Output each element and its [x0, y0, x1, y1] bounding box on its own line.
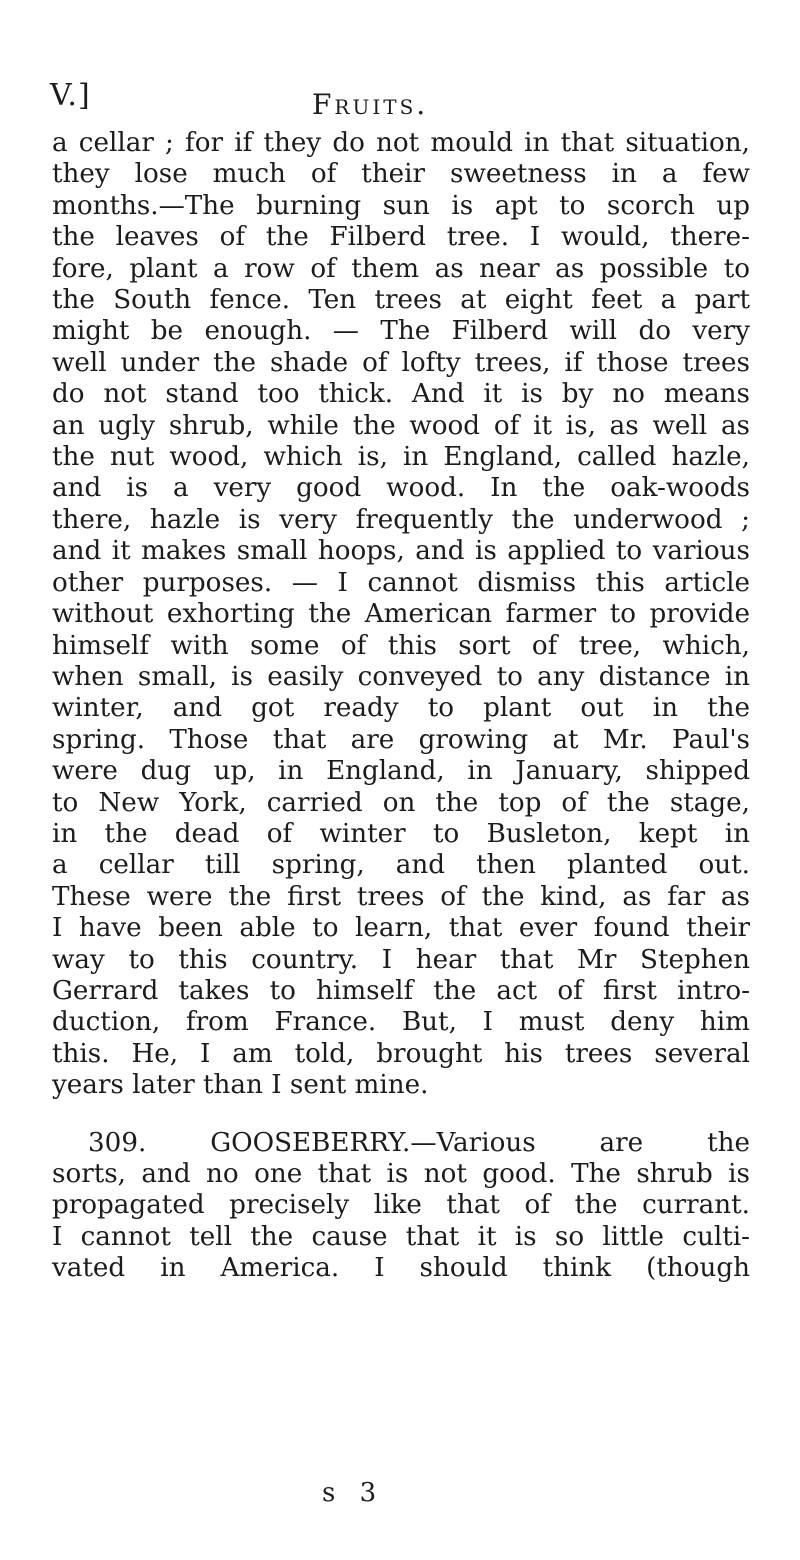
- text-line: himself with some of this sort of tree, which,: [52, 630, 750, 661]
- page-header: [40, 78, 760, 128]
- text-line: might be enough. — The Filberd will do very: [52, 316, 750, 347]
- body-text: [52, 128, 750, 1285]
- text-line: a cellar till spring, and then planted out.: [52, 850, 750, 881]
- text-line: and it makes small hoops, and is applied to various: [52, 536, 750, 567]
- text-line: propagated precisely like that of the currant.: [52, 1190, 750, 1221]
- text-line: they lose much of their sweetness in a few: [52, 159, 750, 190]
- text-line: months.—The burning sun is apt to scorch up: [52, 190, 750, 221]
- text-line: spring. Those that are growing at Mr. Paul's: [52, 724, 750, 755]
- text-line: the leaves of the Filberd tree. I would, there-: [52, 222, 750, 253]
- text-line: the nut wood, which is, in England, called hazle,: [52, 442, 750, 473]
- text-line: 309. GOOSEBERRY.—Various are the: [88, 1127, 750, 1158]
- text-line: a cellar ; for if they do not mould in that situation,: [52, 128, 750, 158]
- text-line: this. He, I am told, brought his trees several: [52, 1038, 750, 1069]
- text-line: winter, and got ready to plant out in the: [52, 693, 750, 724]
- text-line: I have been able to learn, that ever found their: [52, 913, 750, 944]
- text-line: fore, plant a row of them as near as possible to: [52, 253, 750, 284]
- text-line: way to this country. I hear that Mr Stephen: [52, 944, 750, 975]
- text-line: do not stand too thick. And it is by no means: [52, 379, 750, 410]
- text-line: Gerrard takes to himself the act of first intro-: [52, 975, 750, 1006]
- text-line: other purposes. — I cannot dismiss this article: [52, 567, 750, 598]
- text-line: the South fence. Ten trees at eight feet a part: [52, 285, 750, 316]
- paragraph-gooseberry-continued: [52, 1159, 750, 1285]
- paragraph-gap: [52, 1102, 750, 1128]
- text-line: I cannot tell the cause that it is so little culti-: [52, 1221, 750, 1252]
- section-number: V.]: [50, 78, 91, 113]
- text-line: well under the shade of lofty trees, if those trees: [52, 347, 750, 378]
- text-line: without exhorting the American farmer to provide: [52, 599, 750, 630]
- paragraph-filberd: [52, 128, 750, 1102]
- text-line: in the dead of winter to Busleton, kept in: [52, 818, 750, 849]
- text-line: were dug up, in England, in January, shipped: [52, 756, 750, 787]
- text-line: when small, is easily conveyed to any distance in: [52, 661, 750, 692]
- text-line: sorts, and no one that is not good. The shrub is: [52, 1159, 750, 1189]
- text-line: vated in America. I should think (though: [52, 1253, 750, 1284]
- text-line: years later than I sent mine.: [52, 1070, 429, 1101]
- running-title: Fruits.: [312, 88, 429, 121]
- text-line: an ugly shrub, while the wood of it is, as well as: [52, 410, 750, 441]
- text-line: to New York, carried on the top of the stage,: [52, 787, 750, 818]
- text-line: and is a very good wood. In the oak-woods: [52, 473, 750, 504]
- text-line: duction, from France. But, I must deny him: [52, 1007, 750, 1038]
- text-line: These were the first trees of the kind, as far as: [52, 881, 750, 912]
- paragraph-gooseberry: [52, 1128, 750, 1159]
- text-line: there, hazle is very frequently the underwood ;: [52, 504, 750, 535]
- signature-mark: s 3: [322, 1478, 385, 1508]
